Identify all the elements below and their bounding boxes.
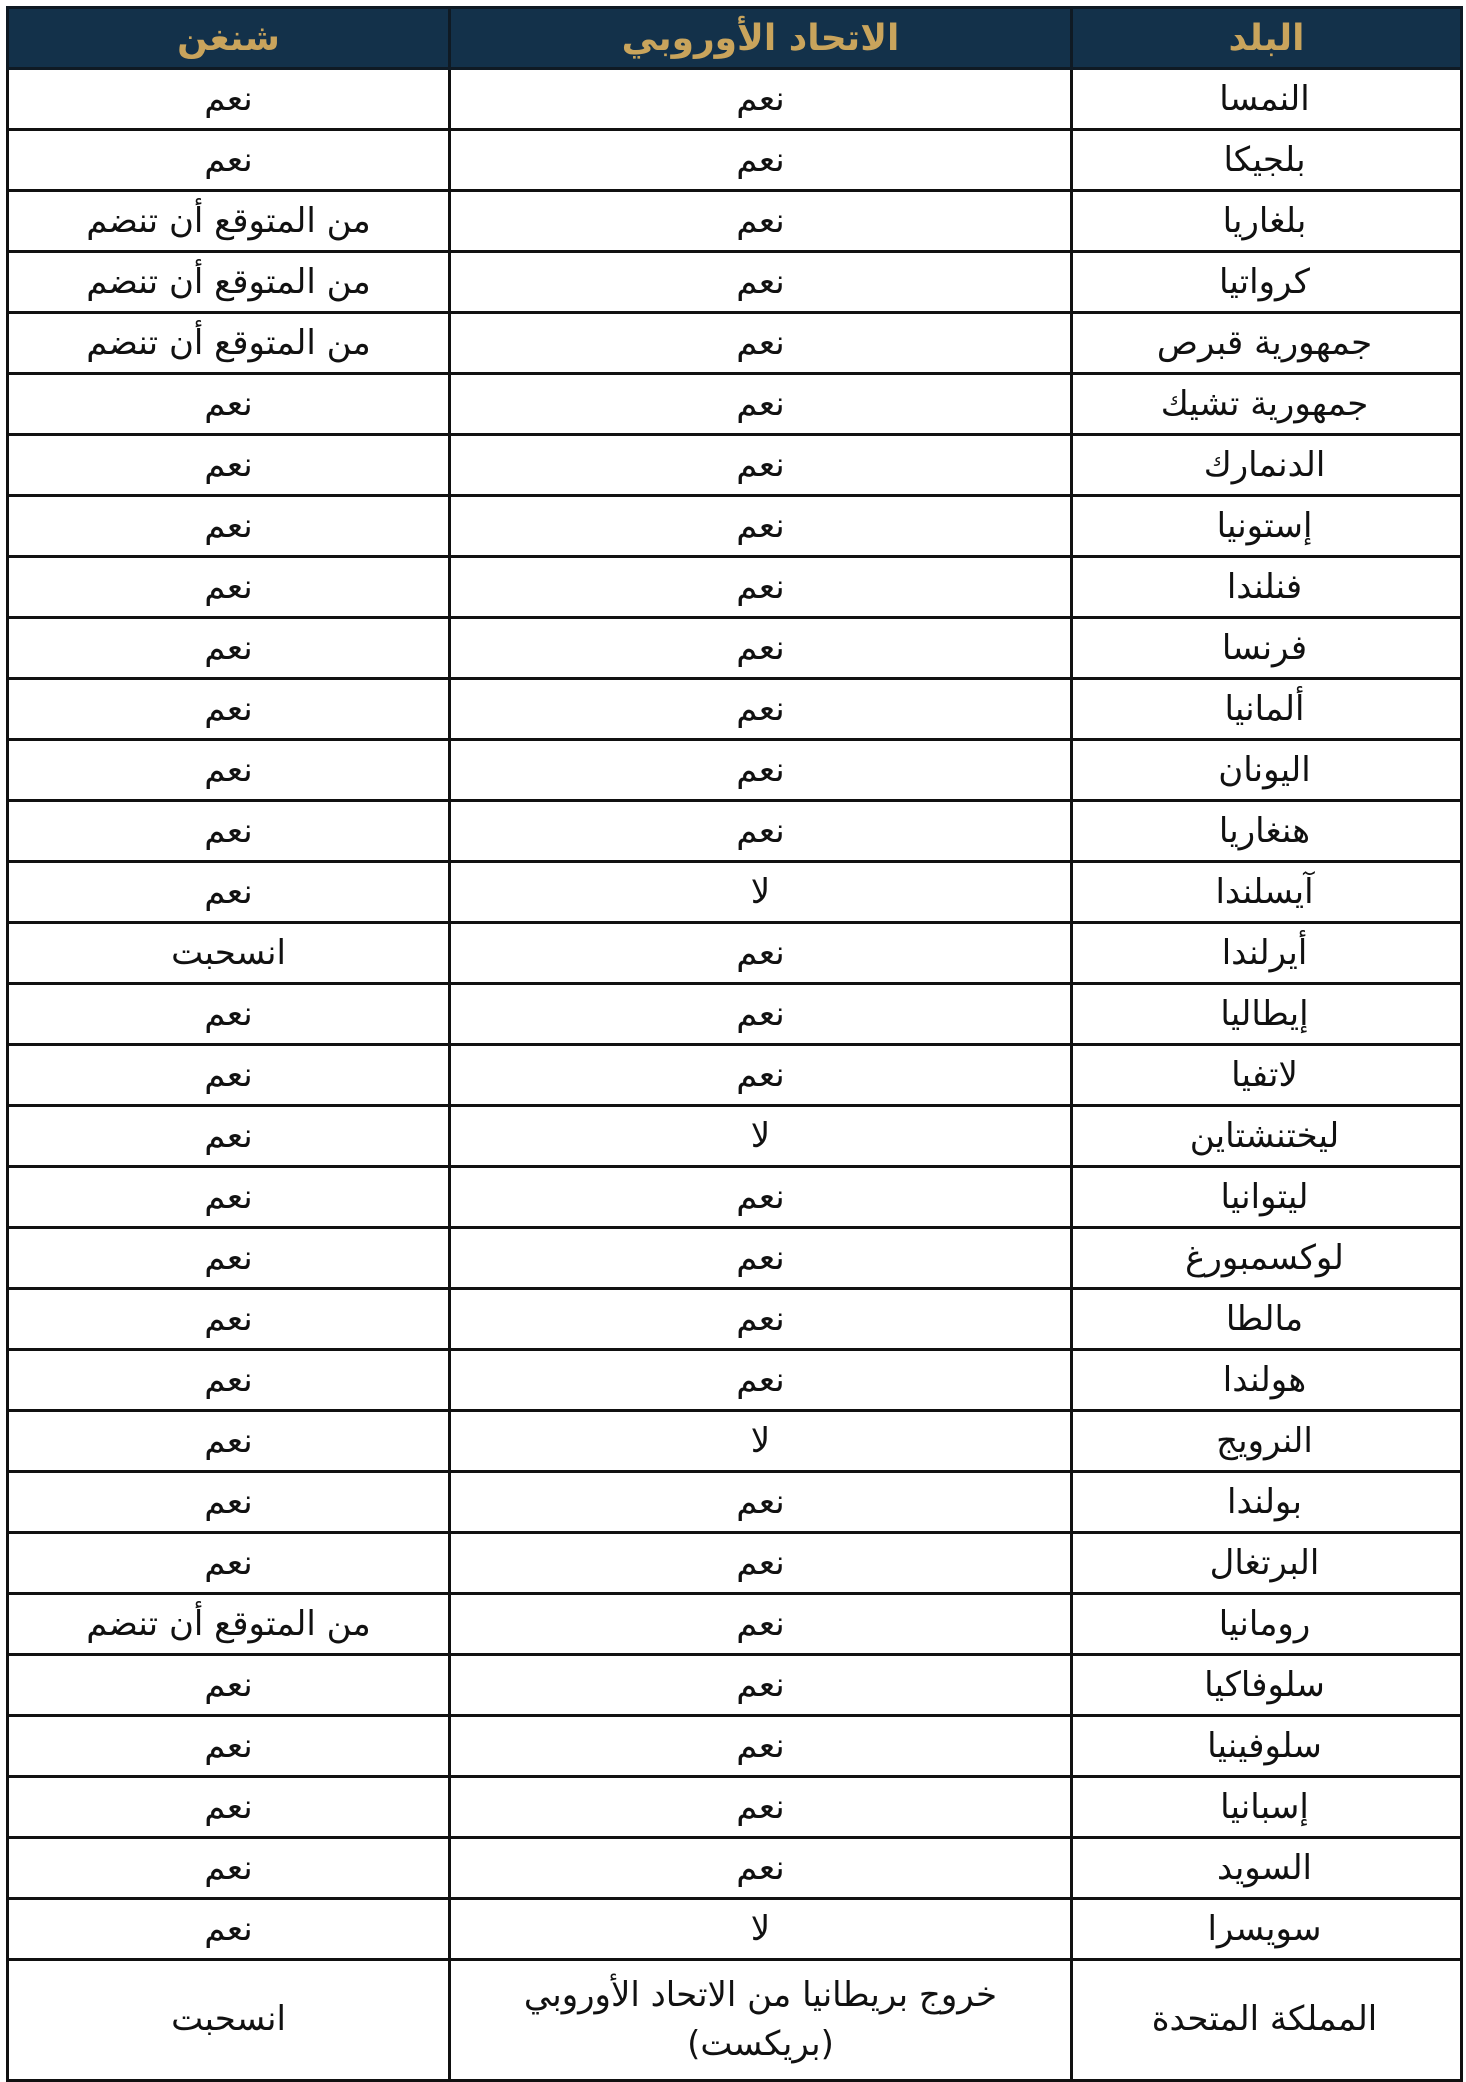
country-cell: هولندا xyxy=(1072,1350,1462,1411)
country-cell: أيرلندا xyxy=(1072,923,1462,984)
table-row xyxy=(8,1960,1462,2081)
eu-cell: لا xyxy=(450,1899,1072,1960)
eu-cell: نعم xyxy=(450,374,1072,435)
schengen-cell: نعم xyxy=(8,1533,450,1594)
country-cell: إسبانيا xyxy=(1072,1777,1462,1838)
country-cell: هنغاريا xyxy=(1072,801,1462,862)
schengen-cell: نعم xyxy=(8,557,450,618)
country-cell: المملكة المتحدة xyxy=(1072,1960,1462,2081)
table-row xyxy=(8,984,1462,1045)
schengen-cell: نعم xyxy=(8,679,450,740)
table-row xyxy=(8,923,1462,984)
country-cell: فنلندا xyxy=(1072,557,1462,618)
schengen-cell: نعم xyxy=(8,374,450,435)
eu-cell: نعم xyxy=(450,313,1072,374)
schengen-cell: نعم xyxy=(8,1106,450,1167)
eu-cell: نعم xyxy=(450,252,1072,313)
table-row xyxy=(8,496,1462,557)
schengen-cell: نعم xyxy=(8,1899,450,1960)
header-eu: الاتحاد الأوروبي xyxy=(450,8,1072,69)
country-cell: كرواتيا xyxy=(1072,252,1462,313)
eu-cell: نعم xyxy=(450,1716,1072,1777)
eu-cell: نعم xyxy=(450,557,1072,618)
eu-cell: نعم xyxy=(450,1228,1072,1289)
table-row xyxy=(8,69,1462,130)
table-row xyxy=(8,1045,1462,1106)
country-cell: فرنسا xyxy=(1072,618,1462,679)
country-cell: جمهورية تشيك xyxy=(1072,374,1462,435)
table-row xyxy=(8,1167,1462,1228)
schengen-cell: نعم xyxy=(8,1167,450,1228)
schengen-cell: من المتوقع أن تنضم xyxy=(8,252,450,313)
table-row xyxy=(8,1411,1462,1472)
table-row xyxy=(8,1716,1462,1777)
header-schengen: شنغن xyxy=(8,8,450,69)
country-cell: بولندا xyxy=(1072,1472,1462,1533)
country-cell: لاتفيا xyxy=(1072,1045,1462,1106)
eu-cell: نعم xyxy=(450,1289,1072,1350)
table-row xyxy=(8,1777,1462,1838)
eu-cell: نعم xyxy=(450,1045,1072,1106)
eu-cell: نعم xyxy=(450,618,1072,679)
eu-cell: نعم xyxy=(450,1777,1072,1838)
header-row xyxy=(8,8,1462,69)
schengen-cell: نعم xyxy=(8,496,450,557)
schengen-cell: نعم xyxy=(8,801,450,862)
country-cell: سويسرا xyxy=(1072,1899,1462,1960)
eu-cell: نعم xyxy=(450,69,1072,130)
schengen-cell: نعم xyxy=(8,1350,450,1411)
eu-cell: نعم xyxy=(450,984,1072,1045)
table-row xyxy=(8,130,1462,191)
eu-cell: نعم xyxy=(450,1655,1072,1716)
country-cell: إيطاليا xyxy=(1072,984,1462,1045)
eu-cell: نعم xyxy=(450,740,1072,801)
schengen-cell: نعم xyxy=(8,618,450,679)
eu-cell: نعم xyxy=(450,1167,1072,1228)
table-row xyxy=(8,557,1462,618)
schengen-cell: نعم xyxy=(8,435,450,496)
eu-cell: نعم xyxy=(450,191,1072,252)
country-cell: اليونان xyxy=(1072,740,1462,801)
country-cell: سلوفينيا xyxy=(1072,1716,1462,1777)
eu-cell: نعم xyxy=(450,923,1072,984)
table-row xyxy=(8,1472,1462,1533)
header-country: البلد xyxy=(1072,8,1462,69)
country-cell: البرتغال xyxy=(1072,1533,1462,1594)
eu-cell: لا xyxy=(450,1106,1072,1167)
schengen-cell: من المتوقع أن تنضم xyxy=(8,313,450,374)
country-cell: مالطا xyxy=(1072,1289,1462,1350)
schengen-cell: نعم xyxy=(8,69,450,130)
eu-cell: نعم xyxy=(450,1350,1072,1411)
eu-cell: نعم xyxy=(450,130,1072,191)
table-row xyxy=(8,1350,1462,1411)
country-cell: رومانيا xyxy=(1072,1594,1462,1655)
schengen-cell: نعم xyxy=(8,1655,450,1716)
table-row xyxy=(8,1228,1462,1289)
schengen-cell: نعم xyxy=(8,130,450,191)
country-cell: آيسلندا xyxy=(1072,862,1462,923)
schengen-cell: نعم xyxy=(8,1716,450,1777)
country-cell: النرويج xyxy=(1072,1411,1462,1472)
schengen-cell: نعم xyxy=(8,1777,450,1838)
country-cell: بلغاريا xyxy=(1072,191,1462,252)
eu-cell: نعم xyxy=(450,1594,1072,1655)
table-row xyxy=(8,740,1462,801)
table-row xyxy=(8,1899,1462,1960)
country-cell: لوكسمبورغ xyxy=(1072,1228,1462,1289)
country-cell: ليختنشتاين xyxy=(1072,1106,1462,1167)
country-cell: الدنمارك xyxy=(1072,435,1462,496)
country-cell: سلوفاكيا xyxy=(1072,1655,1462,1716)
country-cell: النمسا xyxy=(1072,69,1462,130)
eu-cell: نعم xyxy=(450,801,1072,862)
country-cell: بلجيكا xyxy=(1072,130,1462,191)
schengen-cell: نعم xyxy=(8,862,450,923)
table-header xyxy=(8,8,1462,69)
schengen-cell: نعم xyxy=(8,1411,450,1472)
schengen-cell: نعم xyxy=(8,984,450,1045)
table-row xyxy=(8,618,1462,679)
schengen-cell: انسحبت xyxy=(8,1960,450,2081)
schengen-cell: نعم xyxy=(8,1472,450,1533)
eu-cell: خروج بريطانيا من الاتحاد الأوروبي (بريكست) xyxy=(450,1960,1072,2081)
table-row xyxy=(8,374,1462,435)
countries-table-container xyxy=(6,6,1460,2064)
eu-cell: نعم xyxy=(450,1533,1072,1594)
table-row xyxy=(8,313,1462,374)
table-row xyxy=(8,1533,1462,1594)
eu-cell: نعم xyxy=(450,1472,1072,1533)
table-body xyxy=(8,69,1462,2081)
schengen-cell: نعم xyxy=(8,1045,450,1106)
schengen-cell: نعم xyxy=(8,1289,450,1350)
table-row xyxy=(8,862,1462,923)
eu-cell: لا xyxy=(450,862,1072,923)
table-row xyxy=(8,191,1462,252)
table-row xyxy=(8,679,1462,740)
table-row xyxy=(8,1289,1462,1350)
schengen-cell: من المتوقع أن تنضم xyxy=(8,191,450,252)
country-cell: إستونيا xyxy=(1072,496,1462,557)
eu-schengen-table xyxy=(6,6,1463,2082)
eu-cell: نعم xyxy=(450,435,1072,496)
schengen-cell: من المتوقع أن تنضم xyxy=(8,1594,450,1655)
table-row xyxy=(8,1655,1462,1716)
table-row xyxy=(8,801,1462,862)
eu-cell: لا xyxy=(450,1411,1072,1472)
schengen-cell: انسحبت xyxy=(8,923,450,984)
schengen-cell: نعم xyxy=(8,740,450,801)
schengen-cell: نعم xyxy=(8,1838,450,1899)
table-row xyxy=(8,1106,1462,1167)
country-cell: ليتوانيا xyxy=(1072,1167,1462,1228)
table-row xyxy=(8,435,1462,496)
country-cell: ألمانيا xyxy=(1072,679,1462,740)
table-row xyxy=(8,1838,1462,1899)
schengen-cell: نعم xyxy=(8,1228,450,1289)
eu-cell: نعم xyxy=(450,1838,1072,1899)
eu-cell: نعم xyxy=(450,496,1072,557)
table-row xyxy=(8,1594,1462,1655)
country-cell: جمهورية قبرص xyxy=(1072,313,1462,374)
country-cell: السويد xyxy=(1072,1838,1462,1899)
table-row xyxy=(8,252,1462,313)
eu-cell: نعم xyxy=(450,679,1072,740)
